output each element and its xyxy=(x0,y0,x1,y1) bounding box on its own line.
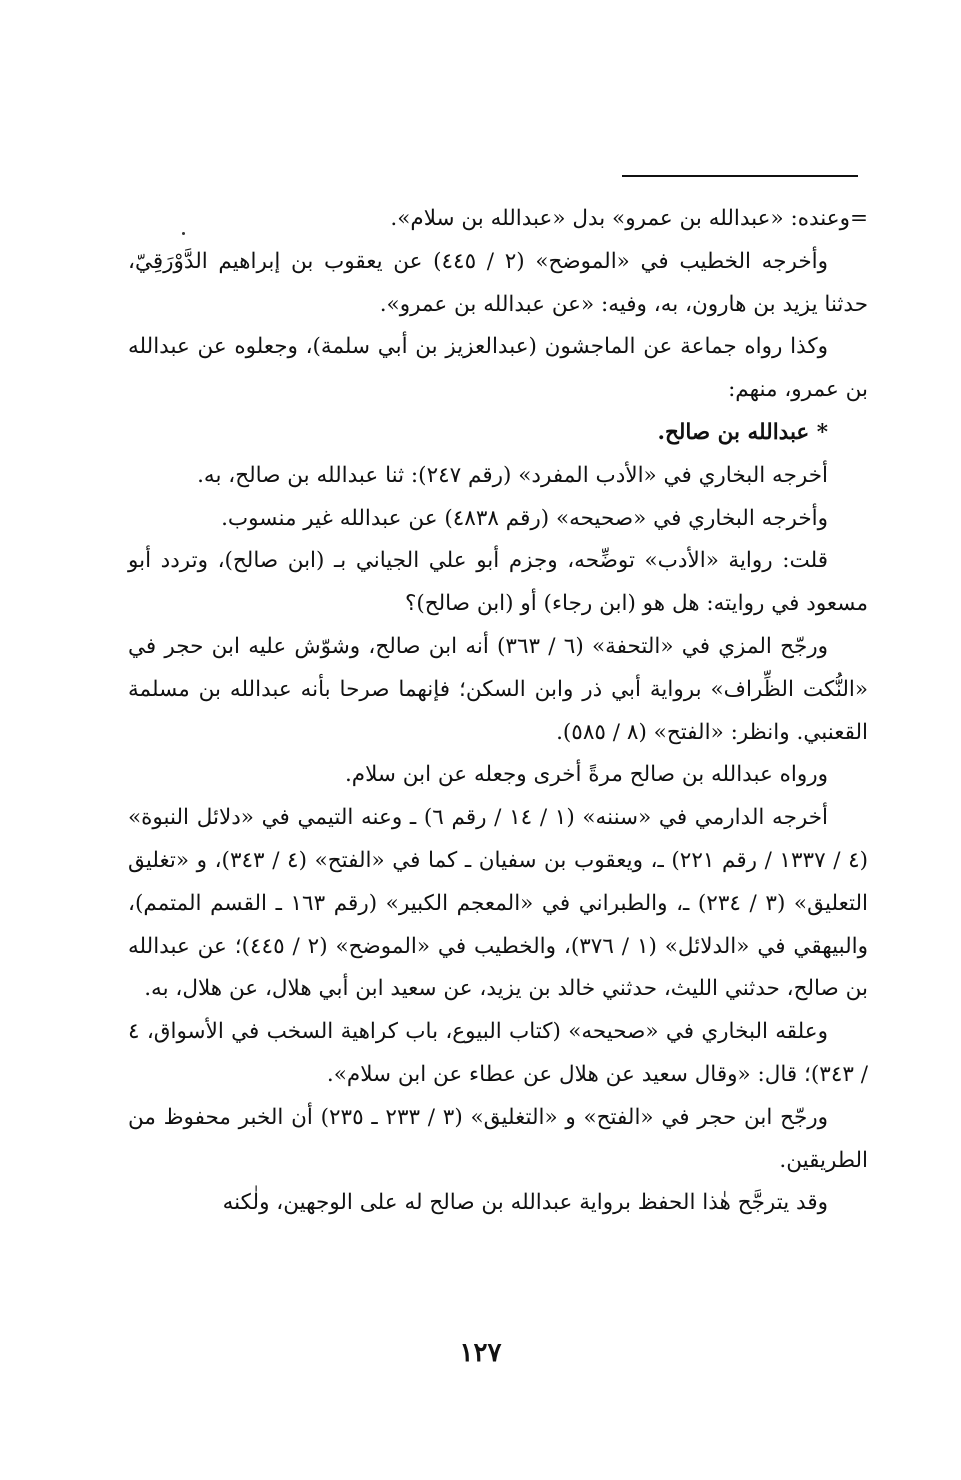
section-heading: * عبدالله بن صالح. xyxy=(657,419,828,445)
footnote-separator-rule xyxy=(622,175,858,177)
paragraph: وعلقه البخاري في «صحيحه» (كتاب البيوع، باب كراهية السخب في الأسواق، ٤ / ٣٤٣)؛ قال: «وقال سعيد عن هلال عن عطاء عن ابن سلام». xyxy=(128,1019,868,1087)
paragraph: ورواه عبدالله بن صالح مرةً أخرى وجعله عن ابن سلام. xyxy=(344,762,828,788)
paragraph: وأخرجه الخطيب في «الموضح» (٢ / ٤٤٥) عن يعقوب بن إبراهيم الدَّوْرَقِيّ، حدثنا يزيد بن هارون، به، وفيه: «عن عبدالله بن عمرو». xyxy=(128,248,868,317)
paragraph: وقد يترجَّح هٰذا الحفظ برواية عبدالله بن صالح له على الوجهين، ولٰكنه xyxy=(222,1190,828,1216)
paragraph: ورجّح المزي في «التحفة» (٦ / ٣٦٣) أنه ابن صالح، وشوّش عليه ابن حجر في «النُّكت الظِّراف» برواية أبي ذر وابن السكن؛ فإنهما صرحا بأنه عبدالله بن مسلمة القعنبي. وانظر: «الفتح» (٨ / ٥٨٥). xyxy=(128,633,868,745)
paragraph: قلت: رواية «الأدب» توضِّحه، وجزم أبو علي الجياني بـ (ابن صالح)، وتردد أبو مسعود في روايته: هل هو (ابن رجاء) أو (ابن صالح)؟ xyxy=(128,548,868,617)
paragraph: أخرجه الدارمي في «سننه» (١ / ١٤ / رقم ٦) ـ وعنه التيمي في «دلائل النبوة» (٤ / ١٣٣٧ / رقم ٢٢١) ـ، ويعقوب بن سفيان ـ كما في «الفتح» (٤ / ٣٤٣)، و «تغليق التعليق» (٣ / ٢٣٤) ـ، والطبراني في «المعجم الكبير» (رقم ١٦٣ ـ القسم المتمم)، والبيهقي في «الدلائل» (١ / ٣٧٦)، والخطيب في «الموضح» (٢ / ٤٤٥)؛ عن عبدالله بن صالح، حدثني الليث، حدثني خالد بن يزيد، عن سعيد ابن أبي هلال، عن هلال، به. xyxy=(128,805,869,1002)
page-number: ١٢٧ xyxy=(459,1338,502,1368)
paragraph: أخرجه البخاري في «الأدب المفرد» (رقم ٢٤٧): ثنا عبدالله بن صالح، به. xyxy=(197,462,828,488)
footnote-text-block xyxy=(128,198,868,1225)
paragraph: ورجّح ابن حجر في «الفتح» و «التغليق» (٣ / ٢٣٣ ـ ٢٣٥) أن الخبر محفوظ من الطريقين. xyxy=(128,1104,868,1173)
paragraph: وكذا رواه جماعة عن الماجشون (عبدالعزيز بن أبي سلمة)، وجعلوه عن عبدالله بن عمرو، منهم: xyxy=(128,334,868,403)
paragraph: وأخرجه البخاري في «صحيحه» (رقم ٤٨٣٨) عن عبدالله غير منسوب. xyxy=(221,505,828,531)
paragraph-continuation: =وعنده: «عبدالله بن عمرو» بدل «عبدالله بن سلام». xyxy=(390,206,868,231)
